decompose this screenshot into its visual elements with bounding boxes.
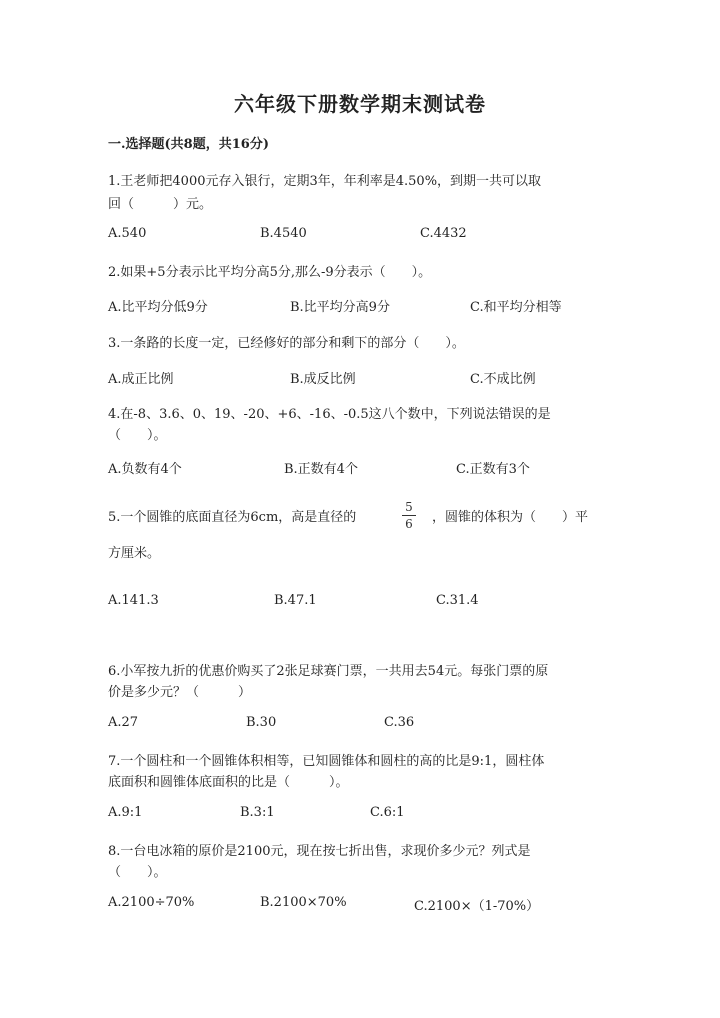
question-3-option-a: A.成正比例 — [108, 372, 174, 387]
question-8-option-b: B.2100×70% — [260, 895, 347, 910]
question-5-text: 5.一个圆锥的底面直径为6cm，高是直径的 — [108, 510, 357, 525]
question-4-option-b: B.正数有4个 — [284, 462, 358, 477]
question-4-option-c: C.正数有3个 — [456, 462, 530, 477]
question-5-text-cont: 方厘米。 — [108, 546, 161, 561]
question-4-text: 4.在-8、3.6、0、19、-20、+6、-16、-0.5这八个数中，下列说法错误的是 — [108, 407, 551, 422]
question-7-text: 7.一个圆柱和一个圆锥体积相等，已知圆锥体和圆柱的高的比是9:1，圆柱体 — [108, 754, 545, 769]
question-4-text-cont: （ ）。 — [108, 428, 167, 443]
question-8-text: 8.一台电冰箱的原价是2100元，现在按七折出售，求现价多少元？列式是 — [108, 844, 531, 859]
question-5-option-c: C.31.4 — [436, 593, 479, 608]
question-5-option-b: B.47.1 — [274, 593, 317, 608]
question-8-text-cont: （ ）。 — [108, 865, 167, 880]
question-7-option-b: B.3:1 — [240, 805, 275, 820]
fraction-five-sixths — [402, 500, 416, 531]
question-6-option-c: C.36 — [384, 715, 415, 730]
question-7-option-a: A.9:1 — [108, 805, 143, 820]
question-3-text: 3.一条路的长度一定，已经修好的部分和剩下的部分（ ）。 — [108, 336, 465, 351]
question-8-option-a: A.2100÷70% — [108, 895, 195, 910]
question-1-option-a: A.540 — [108, 226, 147, 241]
question-5-text-end: ，圆锥的体积为（ ）平 — [432, 510, 589, 525]
question-6-text-cont: 价是多少元？（ ） — [108, 685, 252, 700]
fraction-denominator: 6 — [405, 517, 413, 531]
question-6-option-b: B.30 — [246, 715, 277, 730]
question-7-text-cont: 底面积和圆锥体底面积的比是（ ）。 — [108, 775, 349, 790]
question-2-text: 2.如果+5分表示比平均分高5分,那么-9分表示（ ）。 — [108, 265, 432, 280]
question-3-option-b: B.成反比例 — [290, 372, 356, 387]
fraction-numerator: 5 — [405, 500, 413, 514]
fraction-bar — [402, 515, 416, 516]
page-title: 六年级下册数学期末测试卷 — [234, 92, 486, 116]
question-1-option-b: B.4540 — [260, 226, 307, 241]
question-8-option-c: C.2100×（1-70%） — [414, 899, 540, 914]
question-2-option-b: B.比平均分高9分 — [290, 300, 390, 315]
question-4-option-a: A.负数有4个 — [108, 462, 182, 477]
question-7-option-c: C.6:1 — [370, 805, 405, 820]
question-1-option-c: C.4432 — [420, 226, 467, 241]
question-6-option-a: A.27 — [108, 715, 139, 730]
question-2-option-c: C.和平均分相等 — [470, 300, 562, 315]
question-6-text: 6.小军按九折的优惠价购买了2张足球赛门票，一共用去54元。每张门票的原 — [108, 664, 549, 679]
question-1-text-cont: 回（ ）元。 — [108, 197, 213, 212]
section-heading: 一.选择题(共8题，共16分) — [108, 137, 269, 152]
question-5-option-a: A.141.3 — [108, 593, 159, 608]
question-3-option-c: C.不成比例 — [470, 372, 536, 387]
question-1-text: 1.王老师把4000元存入银行，定期3年，年利率是4.50%，到期一共可以取 — [108, 174, 542, 189]
question-2-option-a: A.比平均分低9分 — [108, 300, 208, 315]
